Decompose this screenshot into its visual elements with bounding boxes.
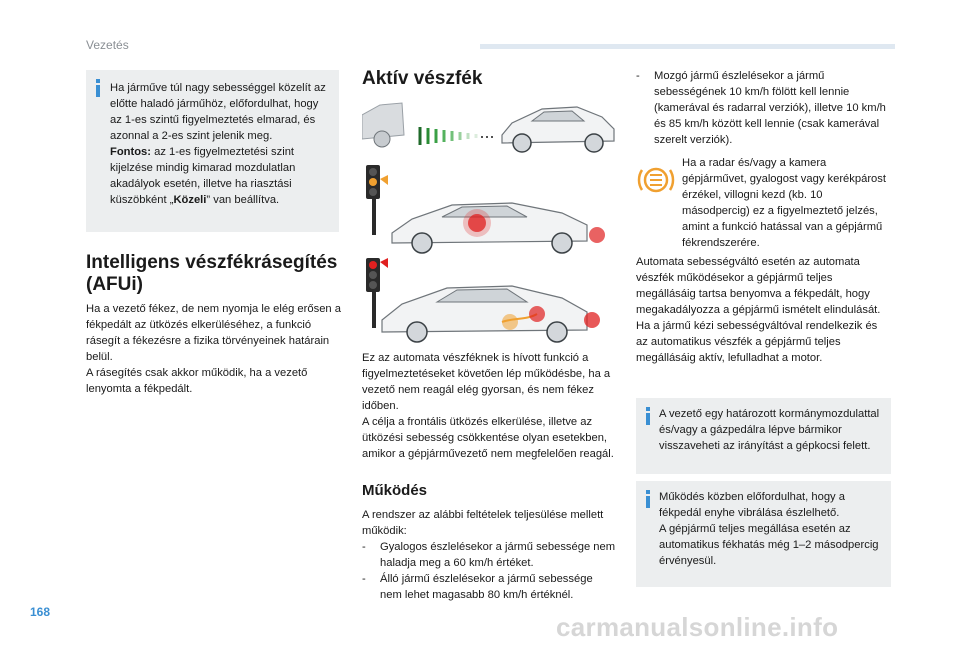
note-1-bold-label: Fontos: [110, 146, 152, 158]
aktiv-paragraph-1: Ez az automata vészféknek is hívott funkció a figyelmeztetéseket követően lép működésbe, ha a vezető nem reagál elég gyorsan, és nem fékez időben. [362, 352, 611, 412]
aktiv-paragraph-2: A célja a frontális ütközés elkerülése, illetve az ütközési sebesség csökkentése olyan esetekben, amikor a gépjárművezető nem megfelelően reagál. [362, 416, 614, 460]
info-note-2 [636, 398, 891, 474]
warning-description: Ha a radar és/vagy a kamera gépjárművet, gyalogost vagy kerékpárost érzékel, villogni kezd (kb. 10 másodpercig) ez a figyelmeztető jelzés, amint a funkció hatással van a gépjármű fékrendszerére. [682, 157, 886, 249]
info-icon [645, 490, 651, 508]
mukodes-intro: A rendszer az alábbi feltételek teljesülése mellett működik: [362, 509, 604, 537]
list-item-text: Mozgó jármű észlelésekor a jármű sebességének 10 km/h fölött kell lennie (kamerával és radarral verziók), illetve 10 km/h és 85 km/h között kell lennie (csak kamerával szerelt verziók). [654, 70, 886, 146]
note-1-paragraph-2 [110, 144, 332, 208]
illustration-car-braking [362, 278, 622, 343]
note-2-text: A vezető egy határozott kormánymozdulattal és/vagy a gázpedálra lépve bármikor visszaveheti az irányítást a gépkocsi felett. [659, 408, 880, 452]
note-1-text-start: az 1-es figyelmeztetési szint kijelzése mindig kimarad mozdulatlan akadályok esetén, illetve ha riasztási küszöbként „ [110, 146, 296, 206]
illustration-car-distance [362, 95, 622, 157]
afui-title: Intelligens vészfékrásegítés (AFUi) [86, 252, 338, 295]
afui-paragraph-2: A rásegítés csak akkor működik, ha a vezető lenyomta a fékpedált. [86, 367, 308, 395]
mukodes-title: Működés [362, 482, 428, 499]
right-paragraph-2: Ha a jármű kézi sebességváltóval rendelkezik és az automatikus vészfék a gépjármű teljes megállásáig aktív, lefulladhat a motor. [636, 320, 878, 364]
illustration-car-warning [362, 195, 622, 255]
note-3-paragraph-2: A gépjármű teljes megállása esetén az automatikus fékhatás még 1–2 másodpercig érvényesül. [659, 523, 879, 567]
list-dash: - [362, 573, 366, 585]
info-icon [645, 407, 651, 425]
right-body [636, 254, 891, 366]
afui-body [86, 301, 341, 397]
right-paragraph-1: Automata sebességváltó esetén az automata vészfék működésekor a gépjármű teljes megállásáig tartsa benyomva a fékpedált, hogy megakadályozza a gépjármű ismételt elindulását. [636, 256, 881, 316]
brake-warning-icon [636, 160, 676, 200]
list-item [636, 68, 891, 148]
list-dash: - [362, 541, 366, 553]
note-3-text [659, 489, 887, 569]
aktiv-body [362, 350, 617, 462]
note-1-bold-term: Közeli [173, 194, 207, 206]
list-item-text: Álló jármű észlelésekor a jármű sebessége nem lehet magasabb 80 km/h értéknél. [380, 573, 593, 601]
note-3-paragraph-1: Működés közben előfordulhat, hogy a fékpedál enyhe vibrálása észlelhető. [659, 491, 845, 519]
section-title: Vezetés [86, 38, 129, 52]
info-note-3 [636, 481, 891, 587]
note-1-paragraph: Ha járműve túl nagy sebességgel közelít az előtte haladó járműhöz, előfordulhat, hogy az 1-es szintű figyelmeztetés elmarad, és azonnal a 2-es szint jelenik meg. [110, 82, 326, 142]
info-icon [95, 79, 101, 97]
page-number: 168 [30, 605, 51, 619]
watermark: carmanualsonline.info [556, 612, 839, 642]
list-dash: - [636, 70, 640, 82]
list-item-text: Gyalogos észlelésekor a jármű sebessége nem haladja meg a 60 km/h értéket. [380, 541, 616, 569]
header-bar [480, 44, 895, 49]
list-item [362, 539, 617, 571]
info-note-1 [86, 70, 339, 232]
right-list [636, 68, 891, 148]
note-1-text [110, 80, 332, 208]
aktiv-title: Aktív vészfék [362, 68, 483, 89]
list-item [362, 571, 617, 603]
afui-paragraph-1: Ha a vezető fékez, de nem nyomja le elég erősen a fékpedált az ütközés elkerüléséhez, a funkció rásegít a fékezésre a fizika törvényeinek határain belül. [86, 303, 341, 363]
note-1-text-end: ” van beállítva. [206, 194, 280, 206]
mukodes-body [362, 507, 617, 603]
